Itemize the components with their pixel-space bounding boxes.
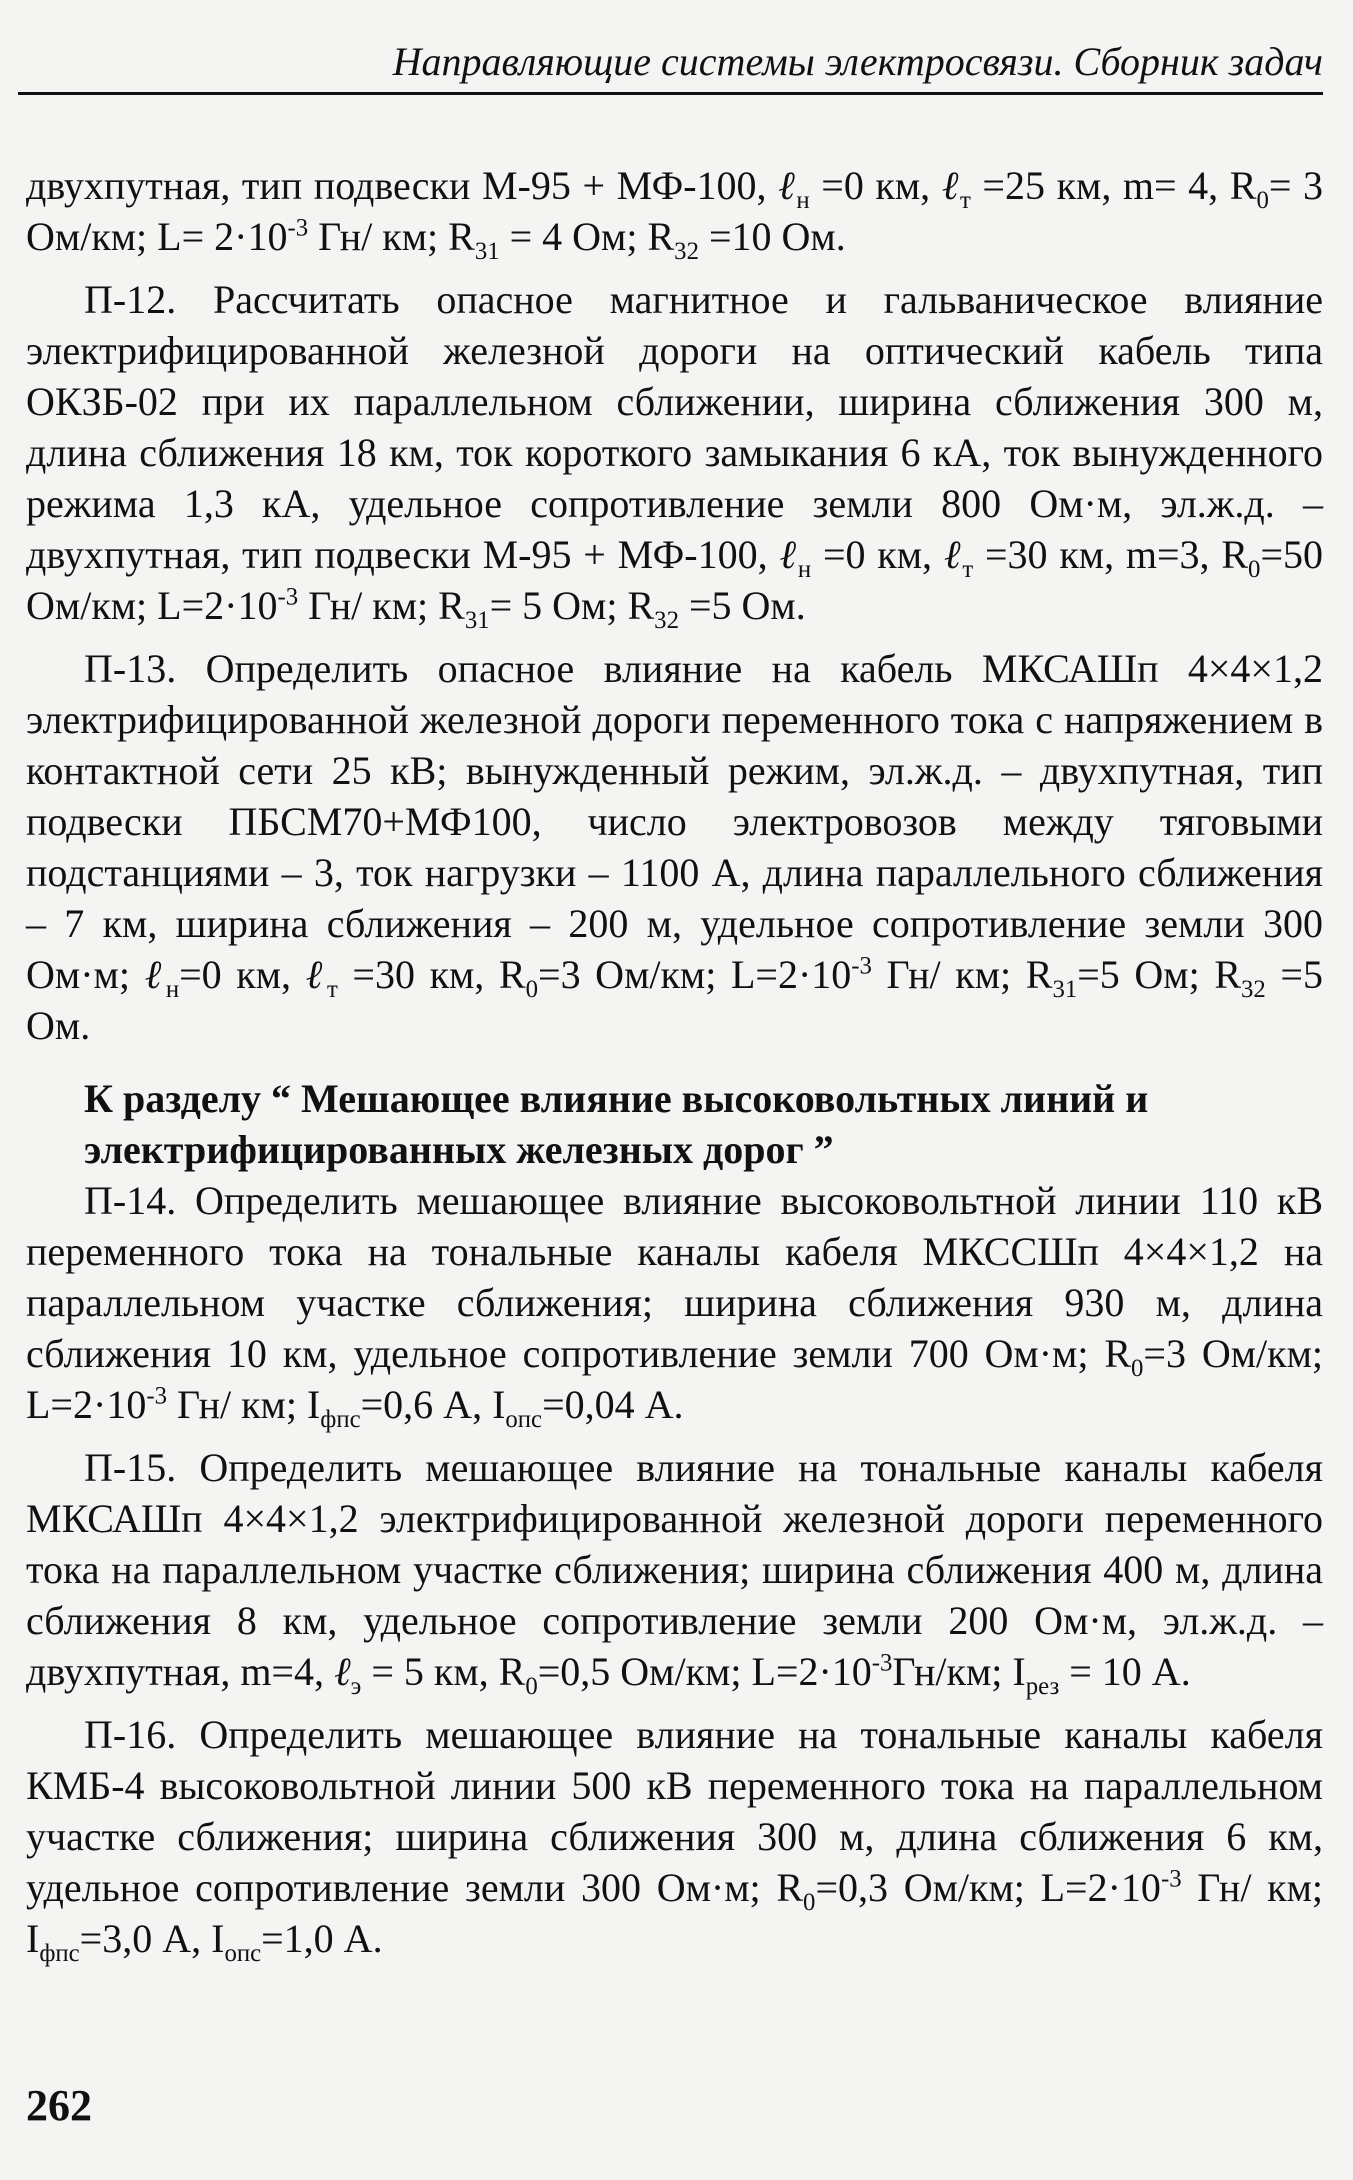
subscript: т [962,556,974,583]
subscript: фпс [39,1940,80,1967]
subscript: 32 [1241,976,1266,1003]
text-run: = 3 Ом/км; L= 2·10 [26,163,1323,259]
section-heading [84,1073,1323,1175]
superscript: -3 [277,583,299,611]
text-run: Гн/км; I [892,1649,1026,1694]
ell-symbol: ℓ [334,1649,351,1694]
text-run: Гн/ км; I [166,1382,321,1427]
text-run: =50 Ом/км; L=2·10 [26,532,1323,628]
text-run: =0,04 А. [542,1382,684,1427]
subscript: опс [224,1940,262,1967]
subscript: опс [505,1406,543,1433]
text-run: =3,0 А, I [79,1916,225,1961]
text-run: = 5 Ом; R [489,583,655,628]
text-run: П-15. Определить мешающее влияние на тональные каналы кабеля МКСАШп 4×4×1,2 электрифицированной железной дороги переменного тока на параллельном участке сближения; ширина сближения 400 м, длина сближения 8 км, удельное сопротивление земли 200 Ом·м, эл.ж.д. – двухпутная, m=4, [26,1445,1323,1694]
ell-symbol: ℓ [941,163,960,208]
ell-symbol: ℓ [144,952,166,997]
running-header [18,40,1323,95]
text-run: =25 км, m= 4, R [970,163,1257,208]
ell-symbol: ℓ [943,532,963,577]
subscript: н [165,976,180,1003]
subscript: 0 [525,976,539,1003]
subscript: 31 [464,607,490,634]
problem-p12 [26,274,1323,634]
text-run: =10 Ом. [698,214,846,259]
section-heading-line: К разделу “ Мешающее влияние высоковольтных линий и [84,1076,1149,1121]
text-run: =1,0 А. [261,1916,383,1961]
text-run: =0,3 Ом/км; L=2·10 [815,1865,1161,1910]
text-run: Гн/ км; R [308,214,475,259]
text-run: П-13. Определить опасное влияние на кабель МКСАШп 4×4×1,2 электрифицированной железной дороги переменного тока с напряжением в контактной сети 25 кВ; вынужденный режим, эл.ж.д. – двухпутная, тип подвески ПБСМ70+МФ100, число электровозов между тяговыми подстанциями – 3, ток нагрузки – 1100 А, длина параллельного сближения – 7 км, ширина сближения – 200 м, удельное сопротивление земли 300 Ом·м; [26,646,1323,997]
text-run: П-16. Определить мешающее влияние на тональные каналы кабеля КМБ-4 высоковольтной линии 500 кВ переменного тока на параллельном участке сближения; ширина сближения 300 м, длина сближения 6 км, удельное сопротивление земли 300 Ом·м; R [26,1712,1323,1910]
text-run: П-12. Рассчитать опасное магнитное и гальваническое влияние электрифицированной железной дороги на оптический кабель типа ОКЗБ-02 при их параллельном сближении, ширина сближения 300 м, длина сближения 18 км, ток короткого замыкания 6 кА, ток вынужденного режима 1,3 кА, удельное сопротивление земли 800 Ом·м, эл.ж.д. – двухпутная, тип подвески М-95 + МФ-100, [26,277,1323,577]
text-run: П-14. Определить мешающее влияние высоковольтной линии 110 кВ переменного тока на тональные каналы кабеля МКССШп 4×4×1,2 на параллельном участке сближения; ширина сближения 930 м, длина сближения 10 км, удельное сопротивление земли 700 Ом·м; R [26,1178,1323,1376]
text-run: =0 км, [809,163,942,208]
text-run: двухпутная, тип подвески М-95 + МФ-100, [26,163,779,208]
subscript: т [326,976,338,1003]
subscript: 0 [1131,1355,1144,1382]
subscript: н [796,187,810,214]
text-run: Гн/ км; I [26,1865,1324,1961]
subscript: 31 [1052,976,1078,1003]
text-run: =3 Ом/км; L=2·10 [538,952,852,997]
text-run: =30 км, R [337,952,526,997]
subscript: 32 [674,238,699,265]
subscript: 0 [803,1889,816,1916]
text-run: = 10 А. [1059,1649,1191,1694]
text-run: Гн/ км; R [298,583,465,628]
subscript: 0 [525,1673,538,1700]
superscript: -3 [146,1382,167,1410]
subscript: т [960,187,971,214]
text-run: = 5 км, R [361,1649,526,1694]
text-run: =5 Ом; R [1077,952,1242,997]
problem-p16 [26,1709,1324,1967]
ell-symbol: ℓ [305,952,327,997]
subscript: н [797,556,812,583]
text-run: =5 Ом. [678,583,806,628]
superscript: -3 [851,952,872,980]
subscript: фпс [320,1406,361,1433]
superscript: -3 [1160,1865,1182,1893]
problem-p15 [26,1442,1323,1700]
section-heading-line: электрифицированных железных дорог ” [84,1127,834,1172]
subscript: рез [1025,1673,1060,1700]
text-run: =3 Ом/км; L=2·10 [26,1331,1323,1427]
subscript: 32 [654,607,679,634]
text-run: =0,5 Ом/км; L=2·10 [537,1649,872,1694]
ell-symbol: ℓ [779,532,798,577]
problem-p13 [26,643,1323,1051]
text-run: =5 Ом. [26,952,1323,1048]
text-run: =0,6 А, I [360,1382,506,1427]
subscript: э [350,1673,362,1700]
subscript: 0 [1248,556,1261,583]
page-content [26,160,1323,1976]
text-run: =30 км, m=3, R [973,532,1249,577]
continuation-paragraph [26,160,1323,265]
superscript: -3 [287,214,309,242]
superscript: -3 [871,1649,893,1677]
header-title: Направляющие системы электросвязи. Сборник задач [392,39,1323,84]
ell-symbol: ℓ [778,163,797,208]
text-run: =0 км, [811,532,944,577]
problem-p14 [26,1175,1323,1433]
subscript: 31 [474,238,500,265]
text-run: = 4 Ом; R [499,214,675,259]
text-run: =0 км, [179,952,306,997]
subscript: 0 [1256,187,1269,214]
page-number: 262 [26,2081,92,2130]
text-run: Гн/ км; R [871,952,1053,997]
